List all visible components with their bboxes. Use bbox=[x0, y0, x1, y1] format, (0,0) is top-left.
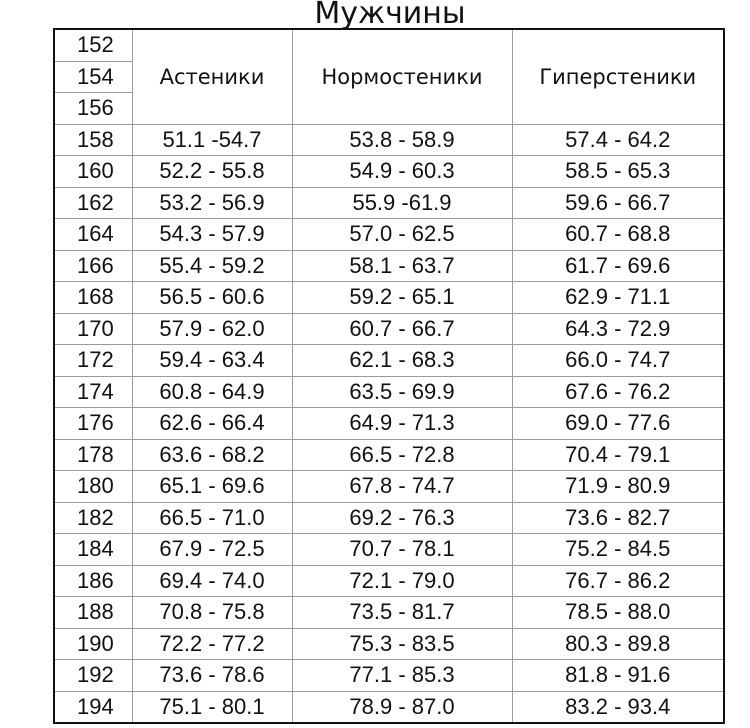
asthenic-cell: 56.5 - 60.6 bbox=[132, 282, 292, 314]
normosthenic-cell: 72.1 - 79.0 bbox=[292, 565, 512, 597]
asthenic-cell: 75.1 - 80.1 bbox=[132, 691, 292, 723]
normosthenic-cell: 64.9 - 71.3 bbox=[292, 408, 512, 440]
header-spacer bbox=[292, 93, 512, 125]
table-row bbox=[54, 660, 724, 692]
height-cell: 186 bbox=[54, 565, 132, 597]
column-header-asthenic: Астеники bbox=[132, 61, 292, 93]
table-row bbox=[54, 376, 724, 408]
asthenic-cell: 62.6 - 66.4 bbox=[132, 408, 292, 440]
hypersthenic-cell: 69.0 - 77.6 bbox=[512, 408, 724, 440]
hypersthenic-cell: 73.6 - 82.7 bbox=[512, 502, 724, 534]
table-row bbox=[54, 502, 724, 534]
height-cell: 156 bbox=[54, 93, 132, 125]
asthenic-cell: 59.4 - 63.4 bbox=[132, 345, 292, 377]
hypersthenic-cell: 67.6 - 76.2 bbox=[512, 376, 724, 408]
normosthenic-cell: 75.3 - 83.5 bbox=[292, 628, 512, 660]
normosthenic-cell: 67.8 - 74.7 bbox=[292, 471, 512, 503]
hypersthenic-cell: 60.7 - 68.8 bbox=[512, 219, 724, 251]
normosthenic-cell: 60.7 - 66.7 bbox=[292, 313, 512, 345]
table-row bbox=[54, 408, 724, 440]
hypersthenic-cell: 59.6 - 66.7 bbox=[512, 187, 724, 219]
asthenic-cell: 73.6 - 78.6 bbox=[132, 660, 292, 692]
table-row bbox=[54, 534, 724, 566]
height-cell: 182 bbox=[54, 502, 132, 534]
normosthenic-cell: 55.9 -61.9 bbox=[292, 187, 512, 219]
table-row bbox=[54, 628, 724, 660]
height-cell: 152 bbox=[54, 29, 132, 61]
cut-off-row bbox=[53, 12, 725, 28]
normosthenic-cell: 78.9 - 87.0 bbox=[292, 691, 512, 723]
normosthenic-cell: 63.5 - 69.9 bbox=[292, 376, 512, 408]
height-cell: 168 bbox=[54, 282, 132, 314]
height-cell: 158 bbox=[54, 124, 132, 156]
hypersthenic-cell: 81.8 - 91.6 bbox=[512, 660, 724, 692]
asthenic-cell: 67.9 - 72.5 bbox=[132, 534, 292, 566]
height-cell: 184 bbox=[54, 534, 132, 566]
table-row bbox=[54, 124, 724, 156]
normosthenic-cell: 53.8 - 58.9 bbox=[292, 124, 512, 156]
height-cell: 162 bbox=[54, 187, 132, 219]
normosthenic-cell: 54.9 - 60.3 bbox=[292, 156, 512, 188]
table-row bbox=[54, 282, 724, 314]
table-row bbox=[54, 219, 724, 251]
asthenic-cell: 70.8 - 75.8 bbox=[132, 597, 292, 629]
table-row bbox=[54, 471, 724, 503]
hypersthenic-cell: 62.9 - 71.1 bbox=[512, 282, 724, 314]
hypersthenic-cell: 57.4 - 64.2 bbox=[512, 124, 724, 156]
table-row bbox=[54, 93, 724, 125]
table-row bbox=[54, 439, 724, 471]
table-row bbox=[54, 597, 724, 629]
hypersthenic-cell: 76.7 - 86.2 bbox=[512, 565, 724, 597]
asthenic-cell: 54.3 - 57.9 bbox=[132, 219, 292, 251]
table-row bbox=[54, 61, 724, 93]
asthenic-cell: 53.2 - 56.9 bbox=[132, 187, 292, 219]
height-cell: 188 bbox=[54, 597, 132, 629]
table-row bbox=[54, 156, 724, 188]
normosthenic-cell: 70.7 - 78.1 bbox=[292, 534, 512, 566]
asthenic-cell: 55.4 - 59.2 bbox=[132, 250, 292, 282]
asthenic-cell: 52.2 - 55.8 bbox=[132, 156, 292, 188]
asthenic-cell: 72.2 - 77.2 bbox=[132, 628, 292, 660]
header-spacer bbox=[132, 29, 292, 61]
hypersthenic-cell: 78.5 - 88.0 bbox=[512, 597, 724, 629]
height-cell: 190 bbox=[54, 628, 132, 660]
height-cell: 170 bbox=[54, 313, 132, 345]
normosthenic-cell: 58.1 - 63.7 bbox=[292, 250, 512, 282]
hypersthenic-cell: 58.5 - 65.3 bbox=[512, 156, 724, 188]
column-header-normosthenic: Нормостеники bbox=[292, 61, 512, 93]
asthenic-cell: 69.4 - 74.0 bbox=[132, 565, 292, 597]
hypersthenic-cell: 71.9 - 80.9 bbox=[512, 471, 724, 503]
height-cell: 180 bbox=[54, 471, 132, 503]
table-row bbox=[54, 345, 724, 377]
height-cell: 178 bbox=[54, 439, 132, 471]
asthenic-cell: 65.1 - 69.6 bbox=[132, 471, 292, 503]
height-cell: 164 bbox=[54, 219, 132, 251]
table-row bbox=[54, 565, 724, 597]
hypersthenic-cell: 66.0 - 74.7 bbox=[512, 345, 724, 377]
asthenic-cell: 51.1 -54.7 bbox=[132, 124, 292, 156]
height-cell: 154 bbox=[54, 61, 132, 93]
asthenic-cell: 60.8 - 64.9 bbox=[132, 376, 292, 408]
hypersthenic-cell: 83.2 - 93.4 bbox=[512, 691, 724, 723]
hypersthenic-cell: 64.3 - 72.9 bbox=[512, 313, 724, 345]
normosthenic-cell: 73.5 - 81.7 bbox=[292, 597, 512, 629]
table-row bbox=[54, 691, 724, 723]
header-spacer bbox=[512, 29, 724, 61]
column-header-hypersthenic: Гиперстеники bbox=[512, 61, 724, 93]
height-cell: 194 bbox=[54, 691, 132, 723]
table-body bbox=[54, 29, 724, 723]
normosthenic-cell: 66.5 - 72.8 bbox=[292, 439, 512, 471]
table-row bbox=[54, 313, 724, 345]
header-spacer bbox=[132, 93, 292, 125]
height-cell: 176 bbox=[54, 408, 132, 440]
table-row bbox=[54, 29, 724, 61]
normosthenic-cell: 57.0 - 62.5 bbox=[292, 219, 512, 251]
height-cell: 172 bbox=[54, 345, 132, 377]
asthenic-cell: 63.6 - 68.2 bbox=[132, 439, 292, 471]
height-cell: 192 bbox=[54, 660, 132, 692]
normosthenic-cell: 62.1 - 68.3 bbox=[292, 345, 512, 377]
header-spacer bbox=[512, 93, 724, 125]
asthenic-cell: 57.9 - 62.0 bbox=[132, 313, 292, 345]
header-spacer bbox=[292, 29, 512, 61]
hypersthenic-cell: 70.4 - 79.1 bbox=[512, 439, 724, 471]
hypersthenic-cell: 61.7 - 69.6 bbox=[512, 250, 724, 282]
weight-table bbox=[53, 28, 725, 724]
height-cell: 174 bbox=[54, 376, 132, 408]
normosthenic-cell: 59.2 - 65.1 bbox=[292, 282, 512, 314]
normosthenic-cell: 77.1 - 85.3 bbox=[292, 660, 512, 692]
page-title: Мужчины bbox=[314, 0, 466, 31]
height-cell: 166 bbox=[54, 250, 132, 282]
height-cell: 160 bbox=[54, 156, 132, 188]
table-row bbox=[54, 187, 724, 219]
table-row bbox=[54, 250, 724, 282]
asthenic-cell: 66.5 - 71.0 bbox=[132, 502, 292, 534]
normosthenic-cell: 69.2 - 76.3 bbox=[292, 502, 512, 534]
hypersthenic-cell: 80.3 - 89.8 bbox=[512, 628, 724, 660]
hypersthenic-cell: 75.2 - 84.5 bbox=[512, 534, 724, 566]
